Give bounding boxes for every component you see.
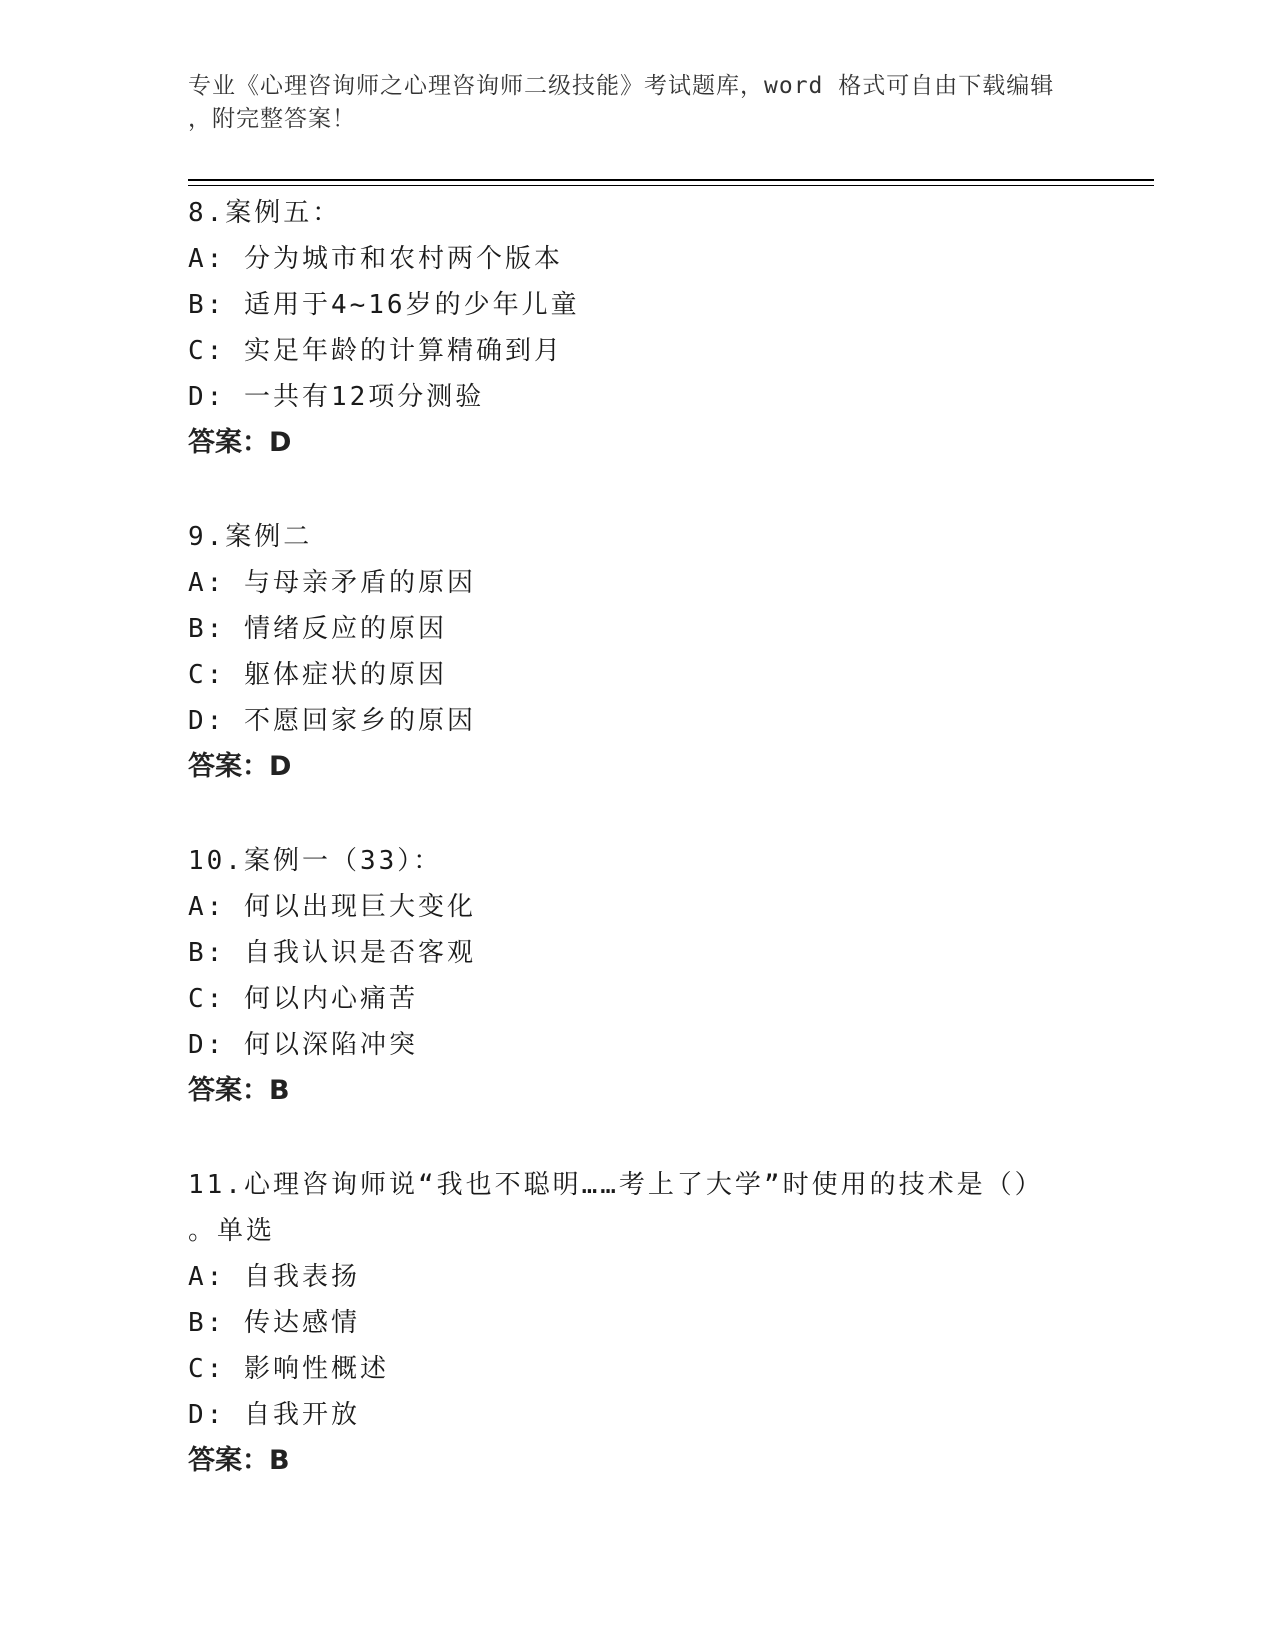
answer-label: 答案：B	[188, 1075, 290, 1106]
question-stem: 11.心理咨询师说“我也不聪明……考上了大学”时使用的技术是（） 。单选	[188, 1170, 1044, 1246]
option-c: C: 影响性概述	[188, 1354, 389, 1384]
question-item	[188, 190, 1088, 466]
option-b: B: 适用于4~16岁的少年儿童	[188, 290, 580, 320]
option-a: A: 自我表扬	[188, 1262, 360, 1292]
question-list	[188, 190, 1088, 1532]
question-item	[188, 838, 1088, 1114]
header-divider-thin	[188, 185, 1154, 186]
option-d: D: 不愿回家乡的原因	[188, 706, 476, 736]
header-line-2: ，附完整答案！	[188, 106, 356, 132]
option-c: C: 何以内心痛苦	[188, 984, 418, 1014]
answer-label: 答案：D	[188, 427, 292, 458]
document-header	[188, 70, 1088, 136]
question-stem: 8.案例五：	[188, 198, 342, 228]
option-d: D: 何以深陷冲突	[188, 1030, 418, 1060]
answer-label: 答案：D	[188, 751, 292, 782]
question-stem: 10.案例一（33）：	[188, 846, 443, 876]
option-a: A: 与母亲矛盾的原因	[188, 568, 476, 598]
option-c: C: 实足年龄的计算精确到月	[188, 336, 563, 366]
option-b: B: 情绪反应的原因	[188, 614, 447, 644]
option-d: D: 一共有12项分测验	[188, 382, 485, 412]
option-b: B: 自我认识是否客观	[188, 938, 476, 968]
option-d: D: 自我开放	[188, 1400, 360, 1430]
option-c: C: 躯体症状的原因	[188, 660, 447, 690]
answer-label: 答案：B	[188, 1445, 290, 1476]
header-divider-thick	[188, 179, 1154, 181]
question-item	[188, 1162, 1088, 1484]
header-line-1: 专业《心理咨询师之心理咨询师二级技能》考试题库，word 格式可自由下载编辑	[188, 73, 1055, 99]
question-item	[188, 514, 1088, 790]
question-stem: 9.案例二	[188, 522, 313, 552]
option-a: A: 何以出现巨大变化	[188, 892, 476, 922]
option-a: A: 分为城市和农村两个版本	[188, 244, 563, 274]
option-b: B: 传达感情	[188, 1308, 360, 1338]
